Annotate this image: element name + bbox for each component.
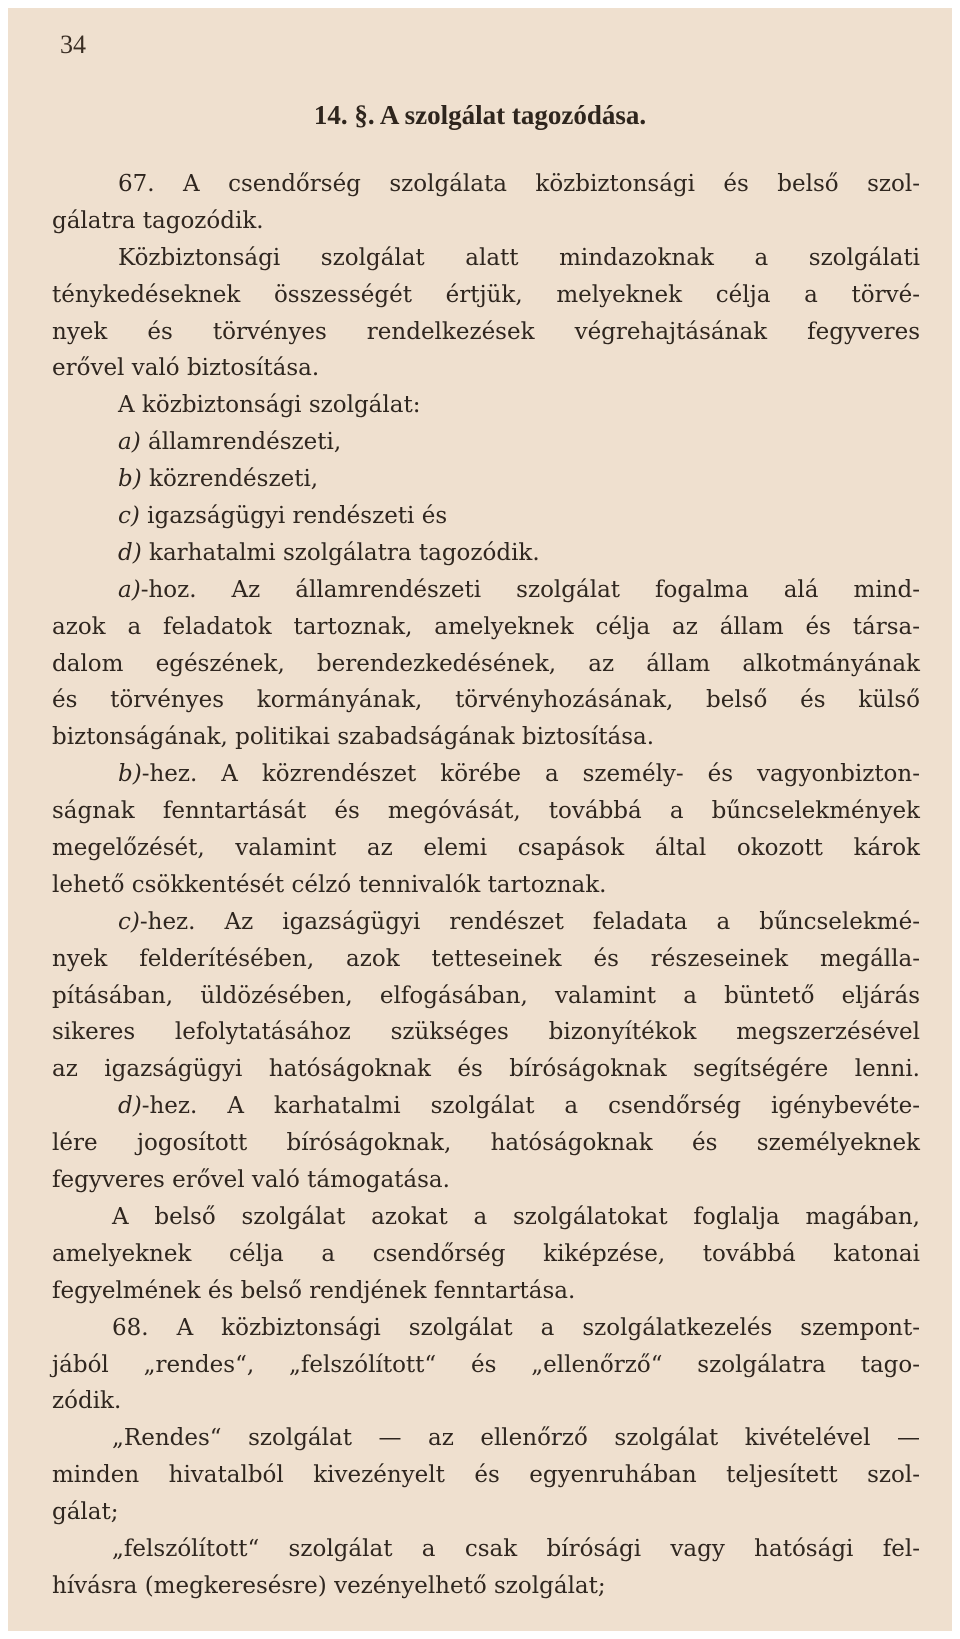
paragraph-line: pításában, üldözésében, elfogásában, valamint a büntető eljárás (52, 982, 920, 1009)
paragraph-line: nyek és törvényes rendelkezések végrehajtásának fegyveres (52, 318, 920, 345)
paragraph-line: és törvényes kormányának, törvényhozásának, belső és külső (52, 687, 920, 714)
paragraph-68-line: 68. A közbiztonsági szolgálat a szolgálatkezelés szempont- (112, 1314, 920, 1341)
paragraph-line: megelőzését, valamint az elemi csapások által okozott károk (52, 835, 920, 862)
paragraph-line: fegyelmének és belső rendjének fenntartása. (52, 1277, 576, 1304)
paragraph-line: ténykedéseknek összességét értjük, melyeknek célja a törvé- (52, 281, 920, 308)
paragraph-line: jából „rendes“, „felszólított“ és „ellenőrző“ szolgálatra tago- (52, 1351, 920, 1378)
paragraph-67-line: 67. A csendőrség szolgálata közbiztonsági és belső szol- (118, 171, 920, 197)
paragraph-line: amelyeknek célja a csendőrség kiképzése, továbbá katonai (52, 1240, 920, 1267)
list-item (52, 535, 920, 572)
paragraph-c-line (52, 904, 920, 941)
paragraph-text: -hoz. Az államrendészeti szolgálat fogalma alá mind- (140, 576, 920, 603)
list-item-text: államrendészeti, (148, 429, 342, 456)
paragraph-line: dalom egészének, berendezkedésének, az állam alkotmányának (52, 650, 920, 677)
paragraph-text: -hez. Az igazságügyi rendészet feladata a bűncselekmé- (139, 908, 920, 935)
paragraph-line: gálat; (52, 1499, 119, 1526)
paragraph-67-line: gálatra tagozódik. (52, 207, 264, 234)
paragraph-text: -hez. A karhatalmi szolgálat a csendőrség igénybevéte- (141, 1093, 920, 1120)
section-title: 14. §. A szolgálat tagozódása. (313, 100, 647, 130)
paragraph-line: lére jogosított bíróságoknak, hatóságoknak és személyeknek (52, 1130, 920, 1157)
paragraph-line: biztonságának, politikai szabadságának biztosítása. (52, 724, 655, 751)
paragraph-line: ságnak fenntartását és megóvását, továbbá a bűncselekmények (52, 798, 920, 825)
paragraph-b-line (52, 756, 920, 793)
paragraph-line: minden hivatalból kivezényelt és egyenruhában teljesített szol- (52, 1462, 920, 1489)
list-item-text: karhatalmi szolgálatra tagozódik. (149, 539, 540, 566)
paragraph-label: d) (118, 1093, 142, 1120)
list-label: a) (118, 429, 141, 456)
list-label: b) (118, 466, 142, 493)
paragraph-a-line (52, 572, 920, 609)
list-item (52, 424, 920, 461)
page-number: 34 (60, 30, 86, 59)
paragraph-line: zódik. (52, 1388, 122, 1415)
paragraph-line: A belső szolgálat azokat a szolgálatokat foglalja magában, (112, 1203, 920, 1230)
book-page (8, 8, 952, 1631)
list-label: c) (118, 503, 140, 530)
paragraph-line: nyek felderítésében, azok tetteseinek és részeseinek megálla- (52, 945, 920, 972)
list-item-text: igazságügyi rendészeti és (147, 503, 448, 530)
paragraph-d-line (52, 1088, 920, 1125)
paragraph-line: Közbiztonsági szolgálat alatt mindazoknak a szolgálati (118, 244, 920, 271)
paragraph-line: sikeres lefolytatásához szükséges bizonyítékok megszerzésével (52, 1019, 920, 1046)
paragraph-line: azok a feladatok tartoznak, amelyeknek célja az állam és társa- (52, 613, 920, 640)
paragraph-text: -hez. A közrendészet körébe a személy- és vagyonbizton- (141, 761, 920, 788)
paragraph-line: „Rendes“ szolgálat — az ellenőrző szolgálat kivételével — (112, 1425, 920, 1452)
paragraph-line: erővel való biztosítása. (52, 355, 320, 382)
paragraph-line: hívásra (megkeresésre) vezényelhető szolgálat; (52, 1572, 606, 1599)
list-intro: A közbiztonsági szolgálat: (118, 392, 421, 419)
paragraph-line: lehető csökkentését célzó tennivalók tartoznak. (52, 871, 607, 898)
paragraph-line: az igazságügyi hatóságoknak és bíróságoknak segítségére lenni. (52, 1056, 920, 1083)
body-text (52, 166, 920, 1605)
paragraph-label: c) (118, 908, 140, 935)
list-item (52, 498, 920, 535)
paragraph-label: b) (118, 761, 142, 788)
list-item-text: közrendészeti, (149, 466, 319, 493)
paragraph-line: fegyveres erővel való támogatása. (52, 1167, 450, 1194)
list-item (52, 461, 920, 498)
list-label: d) (118, 539, 142, 566)
paragraph-line: „felszólított“ szolgálat a csak bírósági vagy hatósági fel- (112, 1535, 920, 1562)
paragraph-label: a) (118, 576, 141, 603)
